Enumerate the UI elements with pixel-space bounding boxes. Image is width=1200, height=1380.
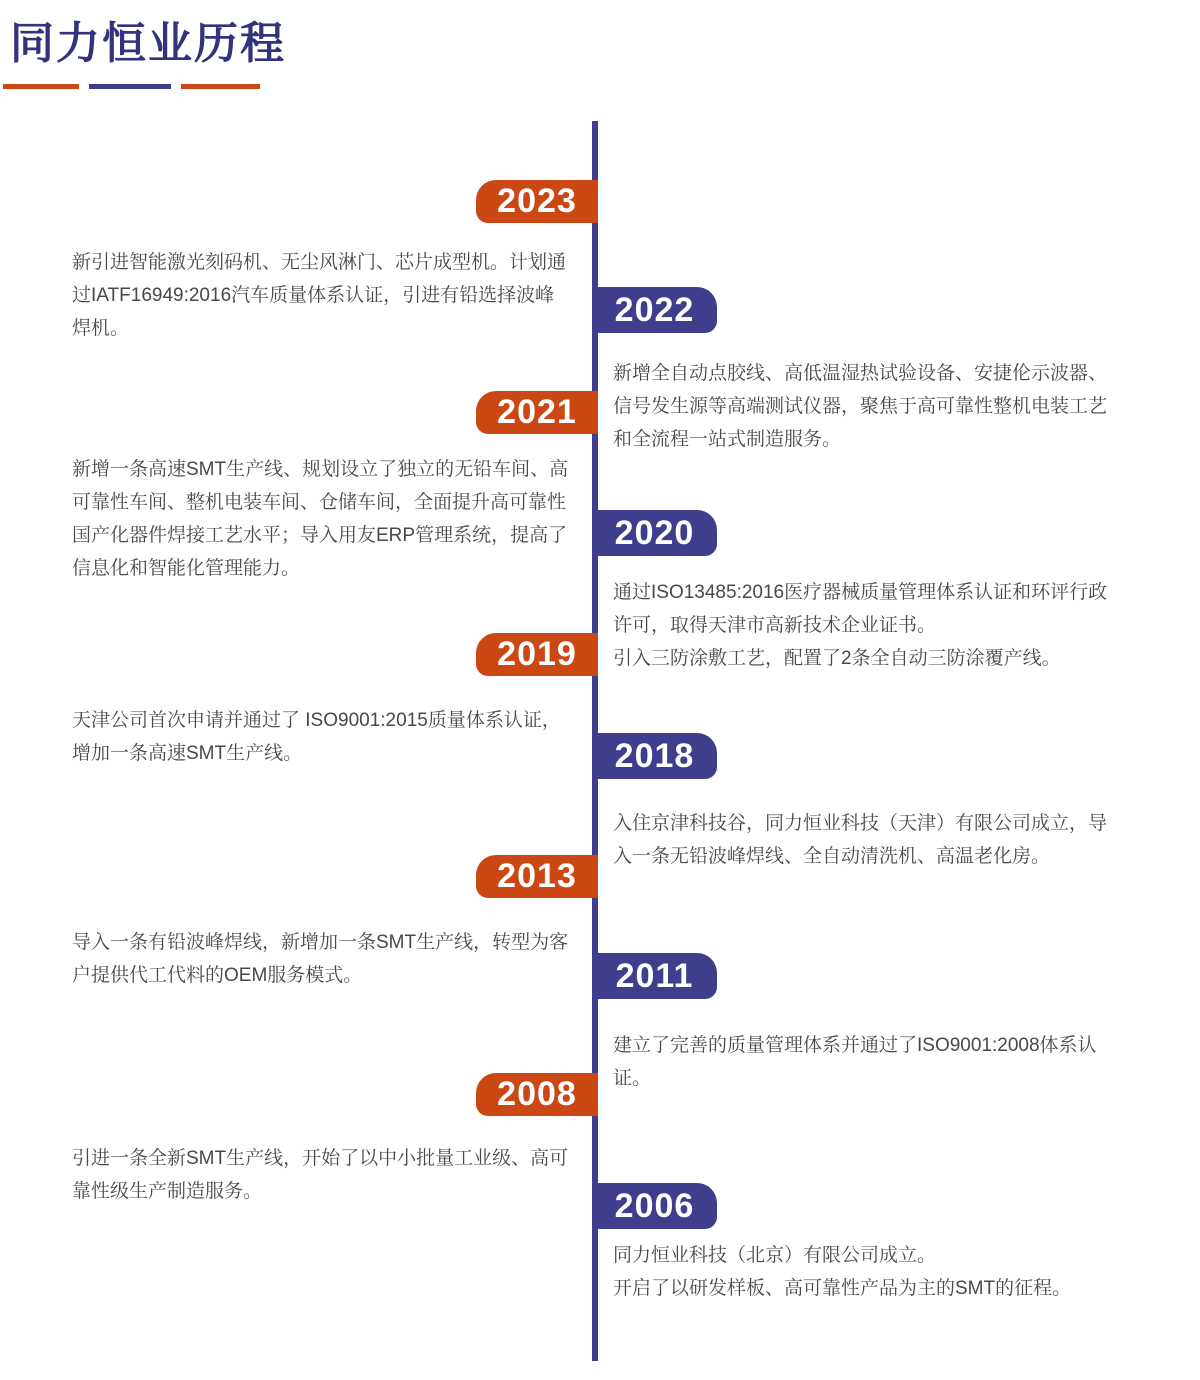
milestone-paragraph: 引进一条全新SMT生产线，开始了以中小批量工业级、高可靠性级生产制造服务。 (72, 1148, 569, 1202)
milestone-paragraph-2: 引入三防涂敷工艺，配置了2条全自动三防涂覆产线。 (613, 648, 1061, 669)
year-badge-2023: 2023 (476, 180, 598, 223)
milestone-text-2011 (613, 1029, 1123, 1095)
milestone-text-2019 (72, 704, 572, 770)
milestone-text-2008 (72, 1142, 572, 1208)
milestone-paragraph: 同力恒业科技（北京）有限公司成立。 (613, 1245, 937, 1266)
milestone-text-2018 (613, 807, 1123, 873)
milestone-text-2022 (613, 357, 1123, 456)
milestone-text-2021 (72, 453, 572, 585)
milestone-paragraph: 新增全自动点胶线、高低温湿热试验设备、安捷伦示波器、信号发生源等高端测试仪器，聚焦于高可靠性整机电装工艺和全流程一站式制造服务。 (613, 363, 1108, 450)
divider-bar-orange-2 (181, 84, 260, 89)
milestone-paragraph: 导入一条有铅波峰焊线，新增加一条SMT生产线，转型为客户提供代工代料的OEM服务模式。 (72, 932, 569, 986)
milestone-paragraph: 新增一条高速SMT生产线、规划设立了独立的无铅车间、高可靠性车间、整机电装车间、仓储车间，全面提升高可靠性国产化器件焊接工艺水平；导入用友ERP管理系统，提高了信息化和智能化管理能力。 (72, 459, 569, 579)
milestone-text-2013 (72, 926, 572, 992)
year-badge-2011: 2011 (592, 953, 717, 999)
year-badge-2022: 2022 (592, 287, 717, 333)
year-badge-2008: 2008 (476, 1073, 598, 1116)
page-title: 同力恒业历程 (10, 19, 286, 68)
year-badge-2006: 2006 (592, 1183, 717, 1229)
milestone-text-2020 (613, 576, 1123, 675)
milestone-paragraph: 入住京津科技谷，同力恒业科技（天津）有限公司成立，导入一条无铅波峰焊线、全自动清洗机、高温老化房。 (613, 813, 1108, 867)
divider-bar-navy (89, 84, 171, 89)
year-badge-2019: 2019 (476, 633, 598, 676)
milestone-paragraph: 建立了完善的质量管理体系并通过了ISO9001:2008体系认证。 (613, 1035, 1097, 1089)
year-badge-2013: 2013 (476, 855, 598, 898)
milestone-paragraph: 通过ISO13485:2016医疗器械质量管理体系认证和环评行政许可，取得天津市高新技术企业证书。 (613, 582, 1108, 636)
milestone-paragraph: 新引进智能激光刻码机、无尘风淋门、芯片成型机。计划通过IATF16949:2016汽车质量体系认证，引进有铅选择波峰焊机。 (72, 252, 567, 339)
milestone-paragraph-2: 开启了以研发样板、高可靠性产品为主的SMT的征程。 (613, 1278, 1072, 1299)
year-badge-2021: 2021 (476, 391, 598, 434)
year-badge-2020: 2020 (592, 510, 717, 556)
milestone-paragraph: 天津公司首次申请并通过了 ISO9001:2015质量体系认证，增加一条高速SMT生产线。 (72, 710, 561, 764)
year-badge-2018: 2018 (592, 733, 717, 779)
divider-bar-orange-1 (3, 84, 79, 89)
milestone-text-2006 (613, 1239, 1123, 1305)
milestone-text-2023 (72, 246, 572, 345)
